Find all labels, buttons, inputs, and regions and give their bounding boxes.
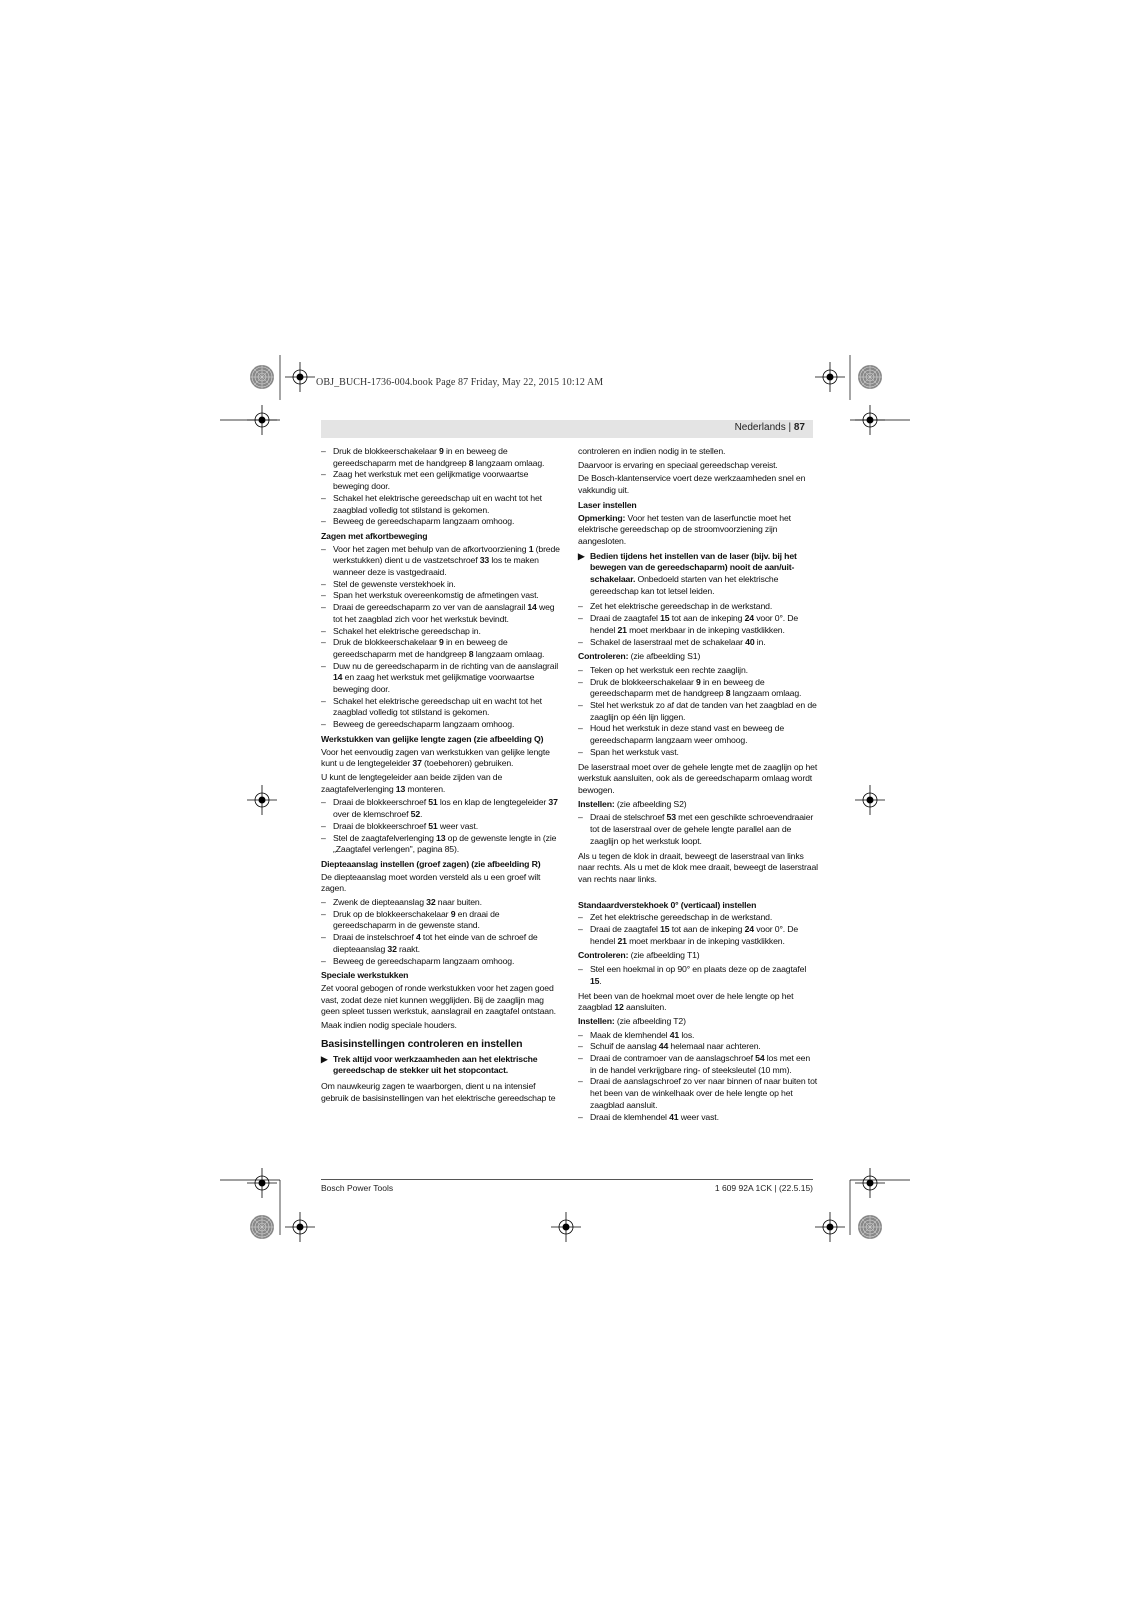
bold-ref: 12 [614,1002,624,1013]
paragraph: De diepteaanslag moet worden versteld als u een groef wilt zagen. [321,871,541,894]
list-item: – Draai de instelschroef 4 tot het einde van de schroef de diepteaanslag 32 raakt. [321,932,561,955]
list-item: – Schakel het elektrische gereedschap uit en wacht tot het zaagblad volledig tot stilstand is gekomen. [321,493,561,516]
warning-arrow-icon: ▶ [321,1053,328,1064]
bold-ref: 24 [744,613,754,624]
list-item: – Schakel het elektrische gereedschap in. [321,626,561,638]
list-item: – Draai de aanslagschroef zo ver naar binnen of naar buiten tot het been van de winkelhaak over de hele lengte op het zaagblad aansluit. [578,1076,818,1111]
list-item: – Beweeg de gereedschaparm langzaam omhoog. [321,516,561,528]
list-item: – Stel het werkstuk zo af dat de tanden van het zaagblad en de zaaglijn op één lijn liggen. [578,700,818,723]
paragraph: Zet vooral gebogen of ronde werkstukken voor het zagen goed vast, zodat deze niet kunnen wegglijden. Bij de zaaglijn mag geen spleet tussen werkstuk, aanslagrail en zaagtafel ontstaan. [321,982,556,1017]
color-target-icon [858,365,882,389]
page-number: 87 [793,422,805,433]
step-list [578,665,818,759]
bold-ref: 8 [468,648,474,659]
footer-rule [321,1179,813,1180]
paragraph: Als u tegen de klok in draait, beweegt de laserstraal van links naar rechts. Als u met de klok mee draait, beweegt de laserstraal van rechts naar links. [578,850,818,884]
list-item: – Schuif de aanslag 44 helemaal naar achteren. [578,1041,818,1053]
list-item: – Span het werkstuk overeenkomstig de afmetingen vast. [321,590,561,602]
section-heading: Standaardverstekhoek 0° (verticaal) instellen [578,899,757,910]
paragraph: De laserstraal moet over de gehele lengte met de zaaglijn op het werkstuk aansluiten, ook als de gereedschaparm omlaag wordt bewogen. [578,761,818,795]
list-item: – Stel de zaagtafelverlenging 13 op de gewenste lengte in (zie „Zaagtafel verlengen", pagina 85). [321,833,561,856]
section-heading: Zagen met afkortbeweging [321,530,428,541]
page-header [735,422,805,433]
registration-mark-icon [551,1212,581,1242]
registration-mark-icon [855,1168,885,1198]
paragraph: Daarvoor is ervaring en speciaal gereedschap vereist. [578,459,778,470]
list-item: – Schakel de laserstraal met de schakelaar 40 in. [578,637,818,649]
bold-ref: 24 [744,924,754,935]
warning-arrow-icon: ▶ [578,550,585,561]
warning-text-rest: Onbedoeld starten van het elektrische gereedschap kan tot letsel leiden. [590,574,779,596]
list-item: – Draai de blokkeerschroef 51 weer vast. [321,821,561,833]
registration-mark-icon [285,362,315,392]
main-heading: Basisinstellingen controleren en instellen [321,1037,523,1050]
registration-mark-icon [247,785,277,815]
paragraph: De Bosch-klantenservice voert deze werkzaamheden snel en vakkundig uit. [578,473,806,496]
list-item: – Druk de blokkeerschakelaar 9 in en beweeg de gereedschaparm met de handgreep 8 langzaam omlaag. [321,637,561,660]
bold-ref: 32 [387,943,397,954]
paragraph: Controleren: (zie afbeelding S1) [578,651,701,662]
list-item: – Zwenk de diepteaanslag 32 naar buiten. [321,897,561,909]
header-separator: | [785,422,794,433]
list-item: – Beweeg de gereedschaparm langzaam omhoog. [321,956,561,968]
list-item: – Zet het elektrische gereedschap in de werkstand. [578,601,818,613]
warning-text: Trek altijd voor werkzaamheden aan het elektrische gereedschap de stekker uit het stopcontact. [333,1053,538,1076]
footer-doc-number: 1 609 92A 1CK | (22.5.15) [714,1183,813,1193]
list-item: – Draai de zaagtafel 15 tot aan de inkeping 24 voor 0°. De hendel 21 moet merkbaar in de inkeping vastklikken. [578,924,818,947]
bold-ref: 13 [395,783,406,794]
bold-ref: 21 [617,935,627,946]
step-list [578,912,818,947]
safety-warning [578,551,818,598]
bold-ref: 52 [410,809,421,820]
paragraph: Voor het eenvoudig zagen van werkstukken van gelijke lengte kunt u de lengtegeleider 37 (toebehoren) gebruiken. [321,746,550,769]
list-item: – Zet het elektrische gereedschap in de werkstand. [578,912,818,924]
list-item: – Maak de klemhendel 41 los. [578,1030,818,1042]
bold-ref: 9 [439,637,444,648]
paragraph: Maak indien nodig speciale houders. [321,1020,457,1031]
color-target-icon [250,1215,274,1239]
paragraph: U kunt de lengtegeleider aan beide zijden van de zaagtafelverlenging 13 monteren. [321,771,503,794]
bold-ref: 14 [527,602,537,613]
step-list [578,964,818,987]
section-heading: Laser instellen [578,499,637,510]
list-item: – Druk de blokkeerschakelaar 9 in en beweeg de gereedschaparm met de handgreep 8 langzaam omlaag. [321,446,561,469]
bold-ref: 15 [660,613,670,624]
list-item: – Stel een hoekmal in op 90° en plaats deze op de zaagtafel 15. [578,964,818,987]
left-column [321,446,561,1107]
bold-ref: 9 [696,676,701,687]
step-list [321,446,561,528]
bold-ref: 9 [439,446,444,456]
bold-ref: 54 [755,1053,765,1064]
registration-mark-icon [285,1212,315,1242]
step-list [578,812,818,847]
registration-mark-icon [855,405,885,435]
safety-warning [321,1054,561,1077]
list-item: – Draai de gereedschaparm zo ver van de aanslagrail 14 weg tot het zaagblad zich voor het werkstuk bevindt. [321,602,561,625]
paragraph: Opmerking: Voor het testen van de laserfunctie moet het elektrische gereedschap op de stroomvoorziening zijn aangesloten. [578,512,791,546]
paragraph: Controleren: (zie afbeelding T1) [578,950,700,961]
registration-mark-icon [855,785,885,815]
step-list [321,897,561,967]
step-list [578,1030,818,1124]
paragraph: Het been van de hoekmal moet over de hele lengte op het zaagblad 12 aansluiten. [578,990,794,1013]
list-item: – Duw nu de gereedschaparm in de richting van de aanslagrail 14 en zaag het werkstuk met gelijkmatige voorwaartse beweging door. [321,661,561,696]
bold-ref: 13 [436,832,446,843]
list-item: – Draai de blokkeerschroef 51 los en klap de lengtegeleider 37 over de klemschroef 52. [321,797,561,820]
bold-ref: Controleren: [578,950,629,961]
color-target-icon [250,365,274,389]
list-item: – Draai de stelschroef 53 met een geschikte schroevendraaier tot de laserstraal over de gehele lengte parallel aan de zaaglijn op het werkstuk loopt. [578,812,818,847]
list-item: – Voor het zagen met behulp van de afkortvoorziening 1 (brede werkstukken) dient u de vastzetschroef 33 los te maken wanneer deze is vastgedraaid. [321,544,561,579]
bold-ref: 32 [426,897,436,908]
bold-ref: 33 [479,555,490,566]
registration-mark-icon [815,362,845,392]
bold-ref: 1 [528,543,534,554]
list-item: – Draai de contramoer van de aanslagschroef 54 los met een in de handel verkrijgbare ring- of steeksleutel (10 mm). [578,1053,818,1076]
list-item: – Druk de blokkeerschakelaar 9 in en beweeg de gereedschaparm met de handgreep 8 langzaam omlaag. [578,677,818,700]
section-heading: Werkstukken van gelijke lengte zagen (zie afbeelding Q) [321,733,544,744]
bold-ref: 37 [548,797,558,808]
paragraph: Instellen: (zie afbeelding T2) [578,1015,686,1026]
footer-brand: Bosch Power Tools [321,1183,394,1193]
bold-ref: 21 [617,624,627,635]
bold-ref: 41 [669,1111,679,1122]
list-item: – Stel de gewenste verstekhoek in. [321,579,561,591]
registration-mark-icon [815,1212,845,1242]
bold-ref: 44 [658,1041,669,1052]
bold-ref: 53 [666,812,676,823]
bold-ref: 4 [415,932,421,943]
header-language: Nederlands [734,422,786,433]
section-heading: Diepteaanslag instellen (groef zagen) (zie afbeelding R) [321,858,541,869]
bold-ref: 15 [660,924,670,935]
list-item: – Zaag het werkstuk met een gelijkmatige voorwaartse beweging door. [321,469,561,492]
list-item: – Draai de zaagtafel 15 tot aan de inkeping 24 voor 0°. De hendel 21 moet merkbaar in de inkeping vastklikken. [578,613,818,636]
list-item: – Houd het werkstuk in deze stand vast en beweeg de gereedschaparm langzaam weer omhoog. [578,723,818,746]
page-header-bar [321,420,813,438]
step-list [578,601,818,648]
bold-ref: Opmerking: [578,512,626,523]
color-target-icon [858,1215,882,1239]
bold-ref: 41 [669,1029,680,1040]
paragraph: Instellen: (zie afbeelding S2) [578,798,687,809]
bold-ref: 37 [412,758,422,769]
bold-ref: Controleren: [578,651,629,662]
list-item: – Beweeg de gereedschaparm langzaam omhoog. [321,719,561,731]
bold-ref: 51 [428,797,438,808]
step-list [321,797,561,856]
list-item: – Draai de klemhendel 41 weer vast. [578,1112,818,1124]
bold-ref: 8 [725,688,731,699]
paragraph: Om nauwkeurig zagen te waarborgen, dient u na intensief gebruik de basisinstellingen van het elektrische gereedschap te [321,1081,556,1103]
right-column [578,446,818,1126]
list-item: – Span het werkstuk vast. [578,747,818,759]
list-item: – Teken op het werkstuk een rechte zaaglijn. [578,665,818,677]
bold-ref: 9 [450,908,456,919]
bold-ref: 15 [590,975,600,986]
bold-ref: 8 [468,457,474,468]
bold-ref: Instellen: [578,798,615,809]
job-info-line: OBJ_BUCH-1736-004.book Page 87 Friday, May 22, 2015 10:12 AM [316,377,604,388]
bold-ref: 40 [745,636,755,647]
registration-mark-icon [247,405,277,435]
warning-text: Bedien tijdens het instellen van de laser (bijv. bij het bewegen van de gereedschaparm) nooit de aan/uit-schakelaar. [590,550,797,585]
section-heading: Speciale werkstukken [321,970,409,981]
registration-mark-icon [247,1168,277,1198]
step-list [321,544,561,731]
bold-ref: 51 [428,820,438,831]
list-item: – Druk op de blokkeerschakelaar 9 en draai de gereedschaparm in de gewenste stand. [321,909,561,932]
list-item: – Schakel het elektrische gereedschap uit en wacht tot het zaagblad volledig tot stilstand is gekomen. [321,696,561,719]
bold-ref: Instellen: [578,1015,615,1026]
bold-ref: 14 [333,672,343,683]
paragraph: controleren en indien nodig in te stellen. [578,446,726,456]
